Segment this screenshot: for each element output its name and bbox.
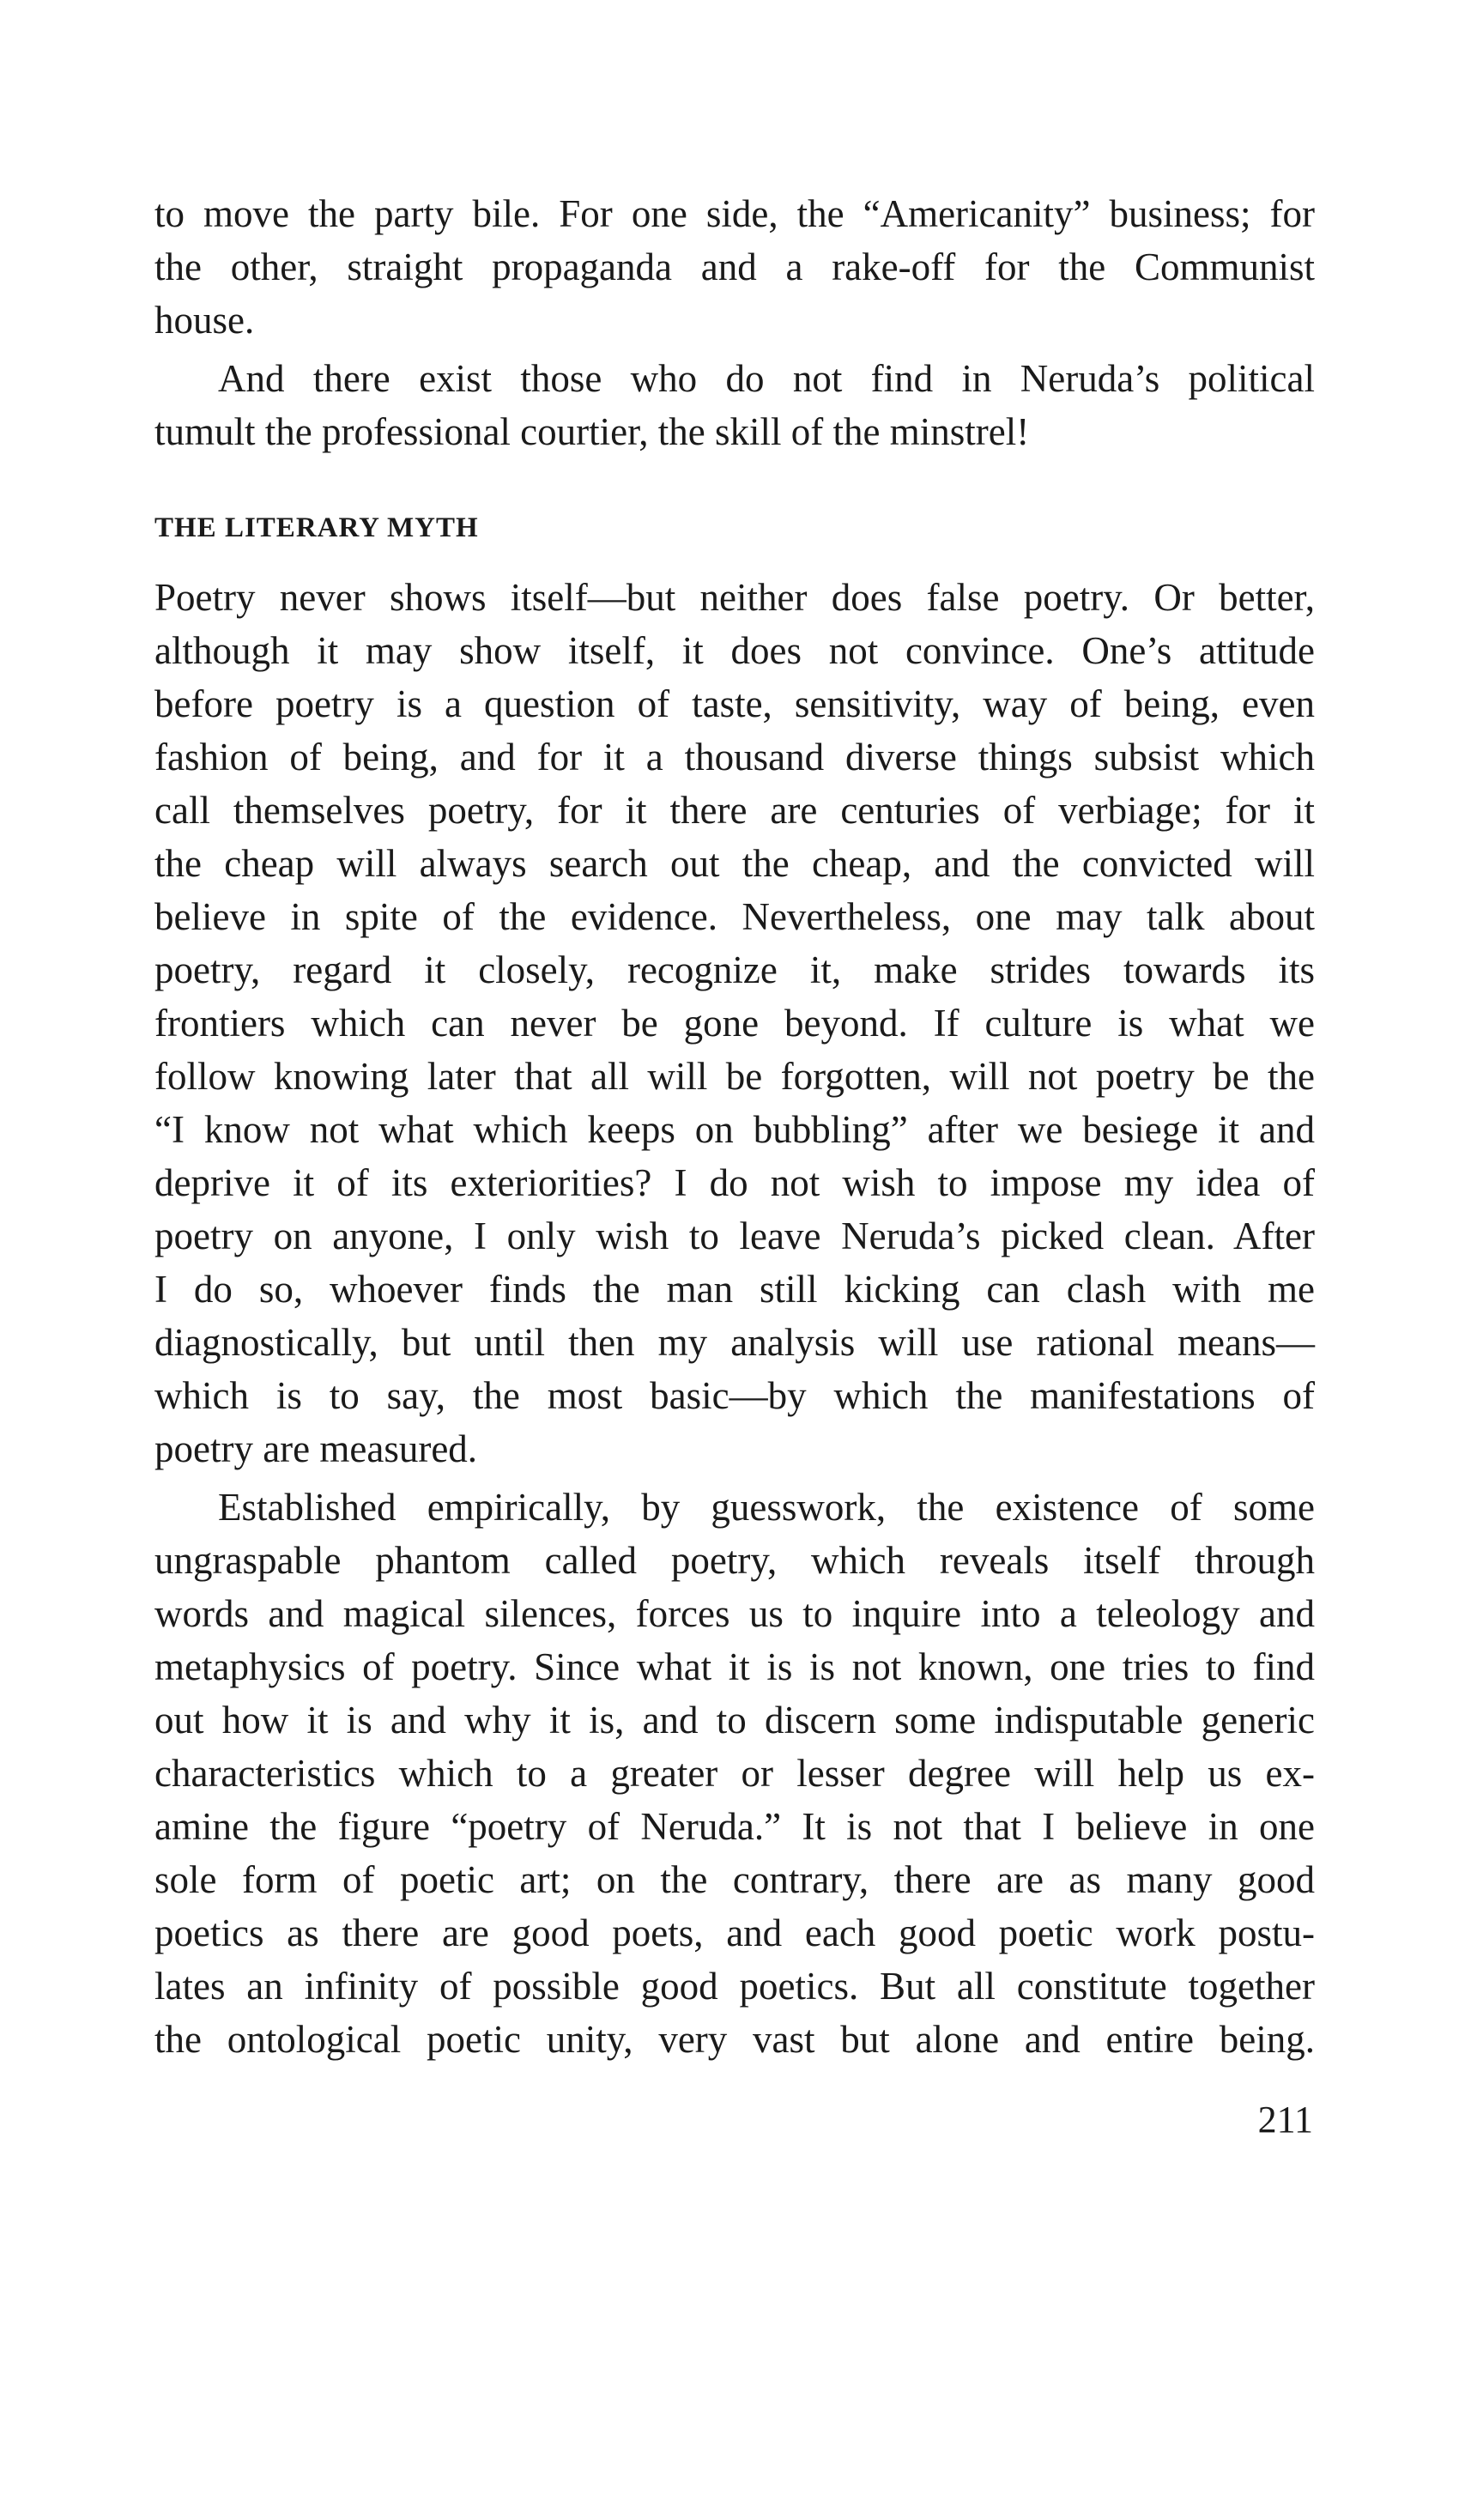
text-line: the other, straight propaganda and a rake-off for the Communist <box>154 245 1315 288</box>
text-line: Established empirically, by guesswork, the existence of some <box>218 1486 1315 1529</box>
text-line: the cheap will always search out the cheap, and the convicted will <box>154 842 1315 885</box>
text-line: believe in spite of the evidence. Nevertheless, one may talk about <box>154 895 1315 938</box>
text-line: poetry on anyone, I only wish to leave Neruda’s picked clean. After <box>154 1215 1315 1257</box>
text-line: amine the figure “poetry of Neruda.” It is not that I believe in one <box>154 1805 1315 1848</box>
text-line: fashion of being, and for it a thousand diverse things subsist which <box>154 736 1315 778</box>
text-line: which is to say, the most basic—by which the manifestations of <box>154 1374 1315 1417</box>
text-line: I do so, whoever finds the man still kicking can clash with me <box>154 1268 1315 1311</box>
text-line: ungraspable phantom called poetry, which reveals itself through <box>154 1539 1315 1582</box>
text-line: deprive it of its exteriorities? I do not wish to impose my idea of <box>154 1161 1315 1204</box>
text-line: And there exist those who do not find in Neruda’s political <box>218 357 1315 400</box>
text-line: the ontological poetic unity, very vast but alone and entire being. <box>154 2018 1315 2061</box>
text-line: poetics as there are good poets, and each good poetic work postu- <box>154 1911 1315 1954</box>
text-line: poetry are measured. <box>154 1427 478 1470</box>
text-line: follow knowing later that all will be forgotten, will not poetry be the <box>154 1055 1315 1098</box>
text-line: tumult the professional courtier, the skill of the minstrel! <box>154 410 1030 453</box>
text-line: sole form of poetic art; on the contrary, there are as many good <box>154 1858 1315 1901</box>
text-line: diagnostically, but until then my analysis will use rational means— <box>154 1321 1315 1364</box>
text-line: characteristics which to a greater or lesser degree will help us ex- <box>154 1752 1315 1795</box>
text-line: out how it is and why it is, and to discern some indisputable generic <box>154 1699 1315 1742</box>
text-line: Poetry never shows itself—but neither does false poetry. Or better, <box>154 576 1315 619</box>
text-line: to move the party bile. For one side, the “Americanity” business; for <box>154 192 1315 235</box>
page-number: 211 <box>1257 2099 1313 2141</box>
text-line: poetry, regard it closely, recognize it, make strides towards its <box>154 948 1315 991</box>
text-line: “I know not what which keeps on bubbling” after we besiege it and <box>154 1108 1315 1151</box>
text-line: before poetry is a question of taste, sensitivity, way of being, even <box>154 682 1315 725</box>
text-line: lates an infinity of possible good poetics. But all constitute together <box>154 1965 1315 2008</box>
text-line: call themselves poetry, for it there are centuries of verbiage; for it <box>154 789 1315 832</box>
text-line: house. <box>154 299 255 342</box>
text-line: words and magical silences, forces us to inquire into a teleology and <box>154 1592 1315 1635</box>
text-line: frontiers which can never be gone beyond. If culture is what we <box>154 1002 1315 1045</box>
text-line: metaphysics of poetry. Since what it is is not known, one tries to find <box>154 1645 1315 1688</box>
section-heading: THE LITERARY MYTH <box>154 512 479 543</box>
text-line: although it may show itself, it does not convince. One’s attitude <box>154 629 1315 672</box>
